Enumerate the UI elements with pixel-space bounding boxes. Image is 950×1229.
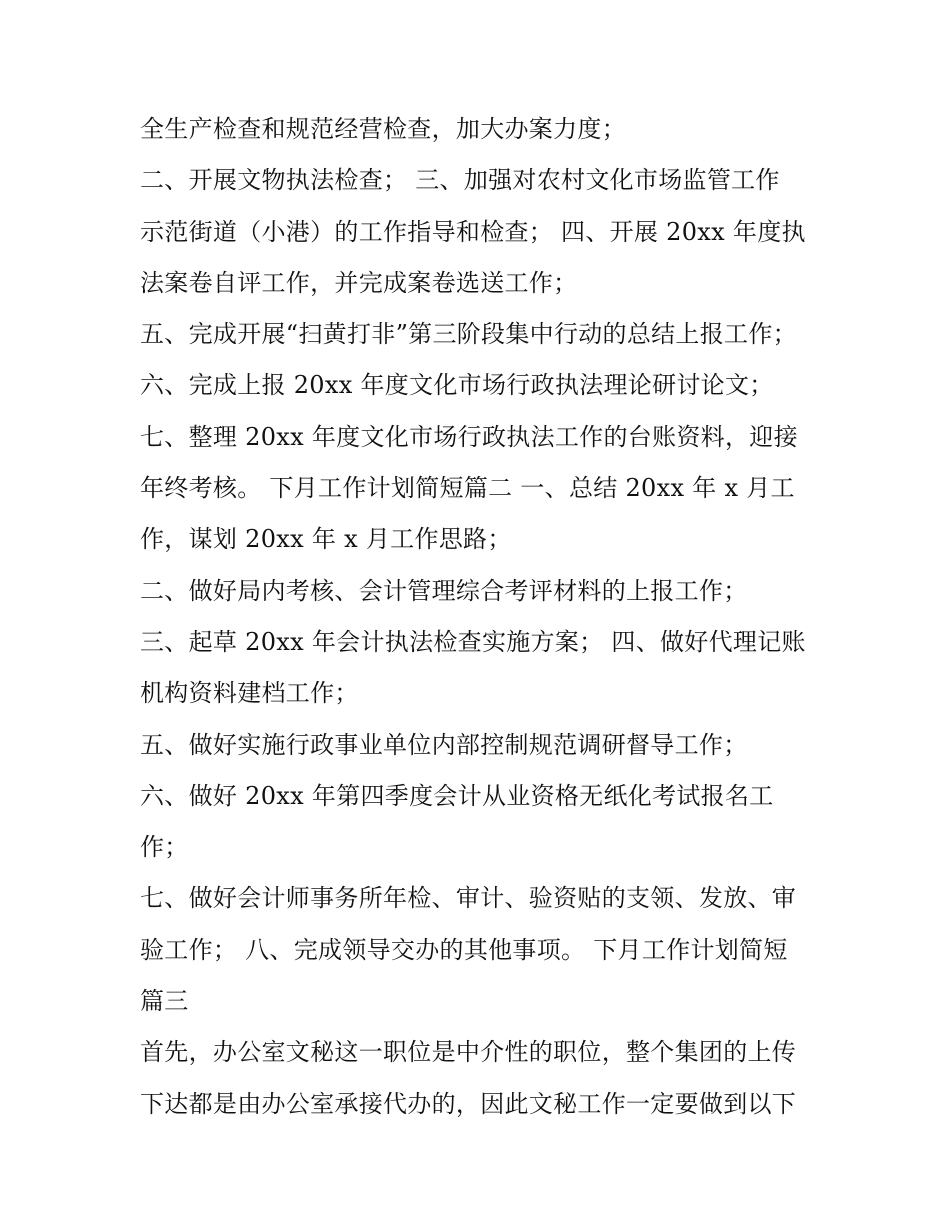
text-line-2: 二、开展文物执法检查； 三、加强对农村文化市场监管工作	[140, 166, 780, 195]
text-line-13: 五、做好实施行政事业单位内部控制规范调研督导工作；	[140, 730, 748, 759]
text-line-16: 七、做好会计师事务所年检、审计、验资贴的支领、发放、审	[140, 884, 797, 913]
text-line-15: 作；	[140, 833, 189, 862]
text-line-3: 示范街道（小港）的工作指导和检查； 四、开展 20xx 年度执	[140, 217, 806, 246]
text-line-14: 六、做好 20xx 年第四季度会计从业资格无纸化考试报名工	[140, 781, 774, 810]
text-line-7: 七、整理 20xx 年度文化市场行政执法工作的台账资料，迎接	[140, 422, 798, 451]
text-line-5: 五、完成开展“扫黄打非”第三阶段集中行动的总结上报工作；	[140, 320, 797, 349]
text-line-17: 验工作； 八、完成领导交办的其他事项。 下月工作计划简短	[140, 935, 788, 964]
text-line-1: 全生产检查和规范经营检查，加大办案力度；	[140, 115, 626, 143]
document-body	[140, 104, 820, 1130]
text-line-6: 六、完成上报 20xx 年度文化市场行政执法理论研讨论文；	[140, 371, 774, 400]
text-line-19: 首先，办公室文秘这一职位是中介性的职位，整个集团的上传	[140, 1038, 797, 1067]
text-line-4: 法案卷自评工作，并完成案卷选送工作；	[140, 268, 578, 297]
text-line-18: 篇三	[140, 987, 189, 1016]
text-line-8: 年终考核。 下月工作计划简短篇二 一、总结 20xx 年 x 月工	[140, 474, 795, 503]
text-line-9: 作，谋划 20xx 年 x 月工作思路；	[140, 525, 512, 554]
text-line-11: 三、起草 20xx 年会计执法检查实施方案； 四、做好代理记账	[140, 627, 806, 656]
text-line-12: 机构资料建档工作；	[140, 679, 359, 708]
text-line-10: 二、做好局内考核、会计管理综合考评材料的上报工作；	[140, 576, 748, 605]
text-line-20: 下达都是由办公室承接代办的，因此文秘工作一定要做到以下	[140, 1089, 797, 1118]
